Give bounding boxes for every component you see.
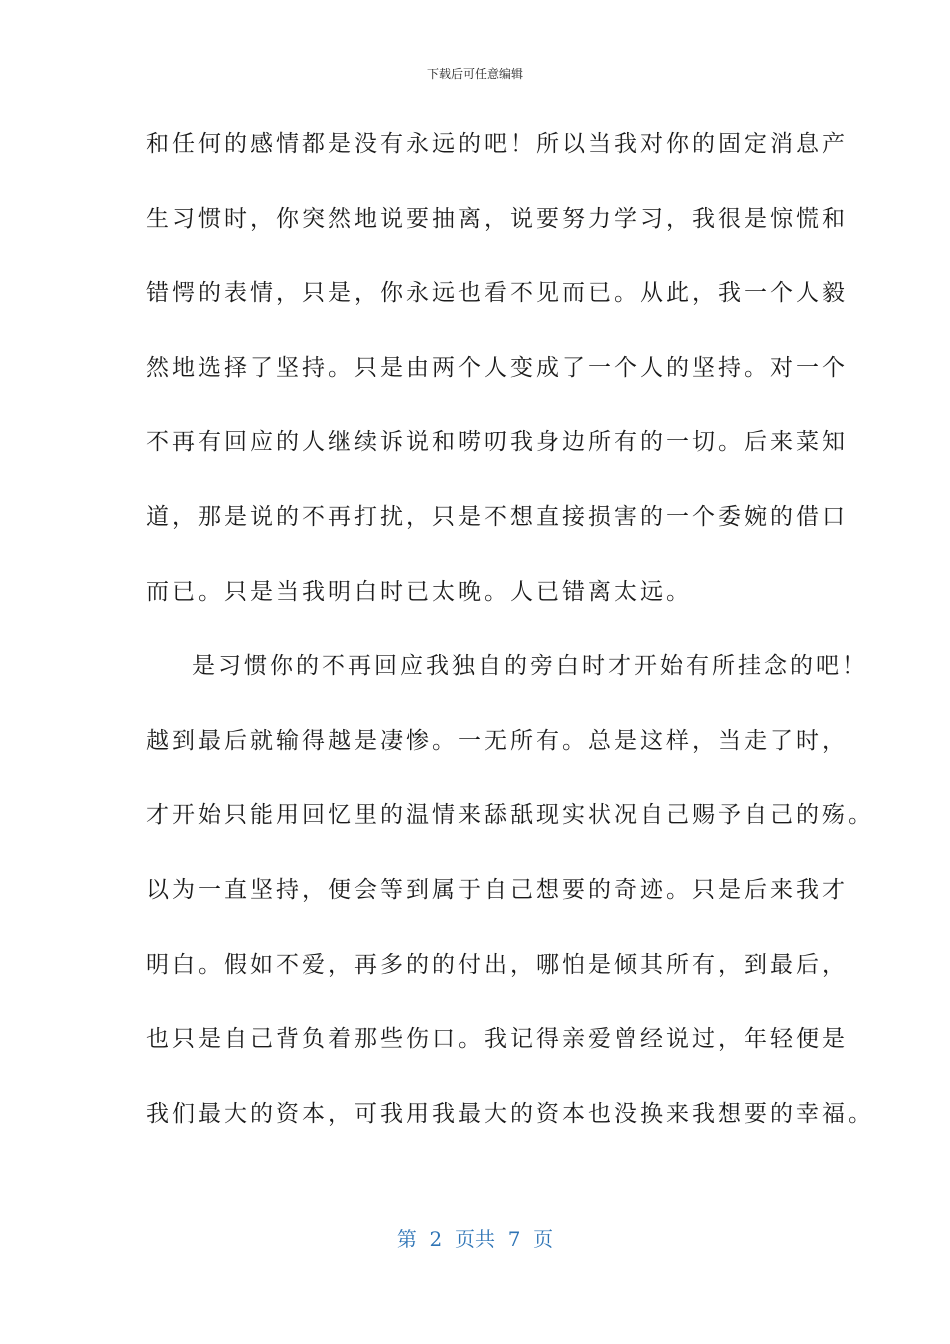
text-line: 错愕的表情，只是，你永远也看不见而已。从此，我一个人毅 [146, 280, 848, 307]
document-body [146, 124, 874, 1168]
text-line: 道，那是说的不再打扰，只是不想直接损害的一个委婉的借口 [146, 503, 848, 530]
page-number-footer: 第 2 页共 7 页 [396, 1227, 554, 1251]
text-line: 明白。假如不爱，再多的的付出，哪怕是倾其所有，到最后， [146, 951, 848, 978]
text-line: 才开始只能用回忆里的温情来舔舐现实状况自己赐予自己的殇。 [146, 802, 874, 829]
text-line: 不再有回应的人继续诉说和唠叨我身边所有的一切。后来菜知 [146, 429, 848, 456]
page-header-note: 下载后可任意编辑 [426, 67, 523, 81]
paragraph-start-line: 是习惯你的不再回应我独自的旁白时才开始有所挂念的吧！ [192, 653, 868, 680]
text-line: 而已。只是当我明白时已太晚。人已错离太远。 [146, 578, 692, 605]
text-line: 生习惯时，你突然地说要抽离，说要努力学习，我很是惊慌和 [146, 205, 848, 232]
text-line: 和任何的感情都是没有永远的吧！所以当我对你的固定消息产 [146, 131, 848, 157]
text-line: 也只是自己背负着那些伤口。我记得亲爱曾经说过，年轻便是 [146, 1026, 848, 1053]
text-line: 以为一直坚持，便会等到属于自己想要的奇迹。只是后来我才 [146, 876, 848, 903]
text-line: 我们最大的资本，可我用我最大的资本也没换来我想要的幸福。 [146, 1100, 874, 1127]
text-line: 然地选择了坚持。只是由两个人变成了一个人的坚持。对一个 [146, 354, 848, 381]
text-line: 越到最后就输得越是凄惨。一无所有。总是这样，当走了时， [146, 727, 848, 754]
